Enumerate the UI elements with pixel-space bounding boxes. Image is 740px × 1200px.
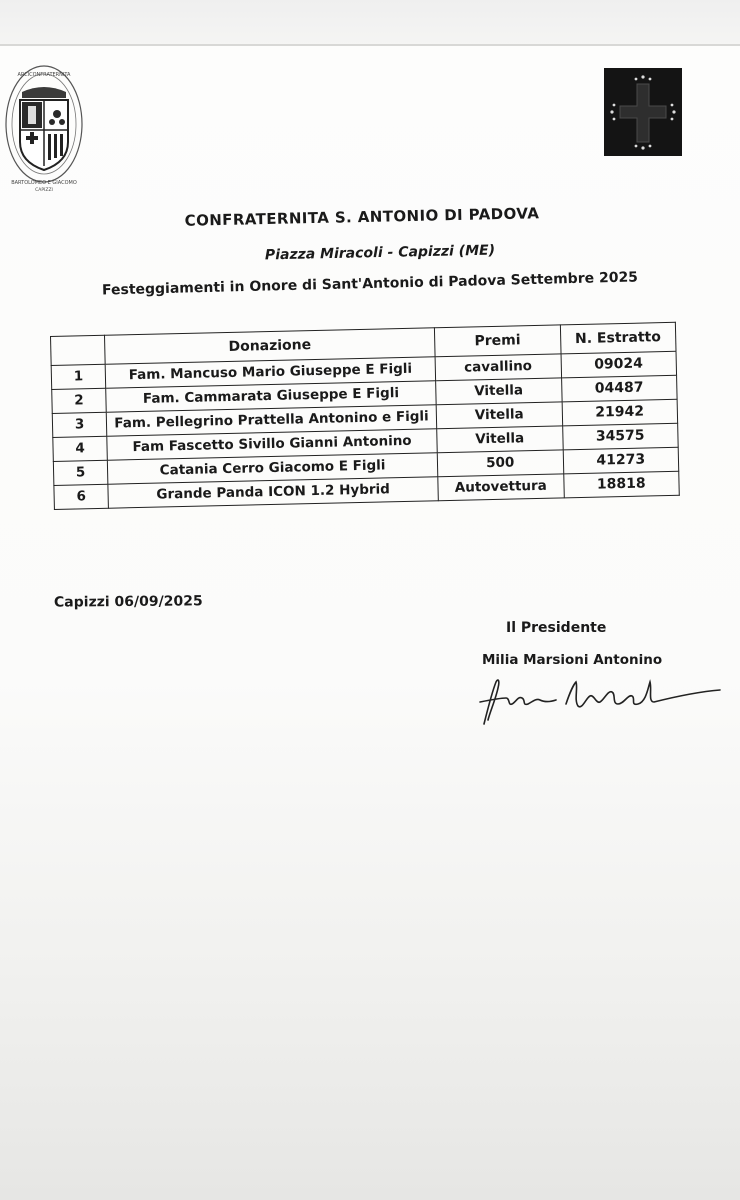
row-prize: 500 [437, 450, 563, 477]
paper-top-edge [0, 44, 740, 46]
row-number: 1 [51, 364, 106, 389]
row-donation: Fam Fascetto Sivillo Gianni Antonino [107, 429, 437, 460]
organization-address: Piazza Miracoli - Capizzi (ME) [264, 242, 496, 264]
event-title: Festeggiamenti in Onore di Sant'Antonio di Padova Settembre 2025 [101, 269, 639, 299]
row-number: 6 [54, 484, 109, 509]
header-prize: Premi [434, 325, 560, 357]
row-donation: Fam. Mancuso Mario Giuseppe E Figli [105, 357, 435, 388]
row-donation: Catania Cerro Giacomo E Figli [107, 453, 437, 484]
confraternity-seal-icon [2, 62, 86, 194]
president-name: Milia Marsioni Antonino [482, 652, 663, 668]
prize-table-container [50, 322, 680, 510]
place-and-date: Capizzi 06/09/2025 [53, 593, 203, 611]
row-ticket: 18818 [563, 471, 679, 498]
row-ticket: 09024 [561, 351, 677, 378]
row-donation: Fam. Cammarata Giuseppe E Figli [106, 381, 436, 412]
row-donation: Grande Panda ICON 1.2 Hybrid [108, 477, 438, 508]
row-prize: cavallino [435, 354, 561, 381]
row-prize: Autovettura [438, 474, 564, 501]
handwritten-signature [470, 668, 730, 730]
prize-table [50, 322, 680, 510]
row-number: 3 [52, 412, 107, 437]
svg-text:BARTOLOMEO E GIACOMO: BARTOLOMEO E GIACOMO [11, 180, 77, 186]
row-number: 5 [53, 460, 108, 485]
header-donation: Donazione [105, 328, 435, 364]
organization-name: CONFRATERNITA S. ANTONIO DI PADOVA [184, 204, 540, 230]
row-ticket: 04487 [561, 375, 677, 402]
row-prize: Vitella [436, 378, 562, 405]
row-ticket: 41273 [563, 447, 679, 474]
header-ticket: N. Estratto [560, 322, 676, 354]
president-title: Il Presidente [506, 620, 607, 636]
row-number: 2 [52, 388, 107, 413]
cross-emblem-icon [604, 68, 682, 156]
svg-text:ARCICONFRATERNITA: ARCICONFRATERNITA [17, 72, 71, 78]
row-prize: Vitella [437, 426, 563, 453]
row-ticket: 21942 [562, 399, 678, 426]
row-ticket: 34575 [562, 423, 678, 450]
row-donation: Fam. Pellegrino Prattella Antonino e Figli [106, 405, 436, 436]
header-number [51, 335, 106, 365]
row-prize: Vitella [436, 402, 562, 429]
svg-text:CAPIZZI: CAPIZZI [35, 188, 53, 193]
row-number: 4 [53, 436, 108, 461]
